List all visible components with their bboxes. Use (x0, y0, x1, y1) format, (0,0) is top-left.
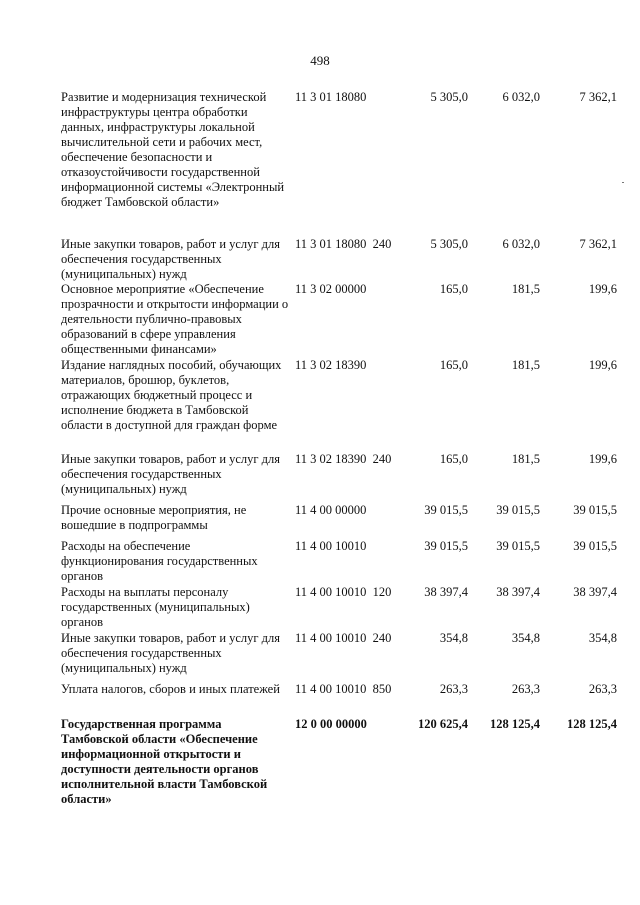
row-value-year-2: 6 032,0 (502, 237, 540, 251)
row-code: 11 4 00 10010 240 (295, 631, 392, 645)
table-row (0, 717, 640, 812)
row-description: Государственная программа Тамбовской области «Обеспечение информационной открытости и доступности деятельности органов исполнительной власти Тамбовской области» (61, 717, 268, 806)
row-value-year-2: 181,5 (511, 358, 540, 372)
row-value-year-3: 199,6 (588, 452, 617, 466)
row-code: 11 3 02 18390 (295, 358, 367, 372)
row-description: Расходы на выплаты персоналу государственных (муниципальных) органов (61, 585, 250, 629)
row-description: Иные закупки товаров, работ и услуг для обеспечения государственных (муниципальных) нужд (61, 452, 281, 496)
row-value-year-3: 39 015,5 (573, 539, 617, 553)
row-description: Прочие основные мероприятия, не вошедшие в подпрограммы (61, 503, 247, 532)
row-code: 12 0 00 00000 (295, 717, 367, 731)
row-value-year-3: 199,6 (588, 282, 617, 296)
row-value-year-2: 263,3 (511, 682, 540, 696)
row-value-year-2: 128 125,4 (490, 717, 540, 731)
row-code: 11 3 02 00000 (295, 282, 367, 296)
row-value-year-3: 7 362,1 (579, 237, 617, 251)
row-description: Иные закупки товаров, работ и услуг для обеспечения государственных (муниципальных) нужд (61, 631, 281, 675)
table-row (0, 358, 640, 448)
row-description: Издание наглядных пособий, обучающих материалов, брошюр, буклетов, отражающих бюджетный процесс и исполнение бюджета в Тамбовской области в доступной для граждан форме (61, 358, 282, 432)
page-number: 498 (310, 53, 330, 68)
row-value-year-1: 5 305,0 (430, 90, 468, 104)
row-value-year-2: 39 015,5 (496, 539, 540, 553)
table-row (0, 585, 640, 629)
row-description: Развитие и модернизация технической инфраструктуры центра обработки данных, инфраструктуры локальной вычислительной сети и рабочих мест, обеспечение безопасности и отказоустойчивости государственной информационной системы «Электронный бюджет Тамбовской области» (61, 90, 285, 209)
row-value-year-1: 39 015,5 (424, 503, 468, 517)
row-value-year-2: 38 397,4 (496, 585, 540, 599)
row-value-year-1: 354,8 (439, 631, 468, 645)
table-row (0, 682, 640, 712)
row-value-year-1: 120 625,4 (418, 717, 468, 731)
table-row (0, 503, 640, 533)
row-code: 11 3 01 18080 (295, 90, 367, 104)
row-value-year-1: 165,0 (439, 452, 468, 466)
row-value-year-1: 263,3 (439, 682, 468, 696)
row-value-year-3: 128 125,4 (567, 717, 617, 731)
table-row (0, 452, 640, 497)
row-value-year-3: 354,8 (588, 631, 617, 645)
row-description: Иные закупки товаров, работ и услуг для обеспечения государственных (муниципальных) нужд (61, 237, 281, 281)
table-row (0, 90, 640, 230)
row-value-year-1: 5 305,0 (430, 237, 468, 251)
row-code: 11 4 00 10010 120 (295, 585, 392, 599)
row-code: 11 4 00 10010 850 (295, 682, 392, 696)
row-description: Уплата налогов, сборов и иных платежей (61, 682, 280, 696)
row-value-year-1: 38 397,4 (424, 585, 468, 599)
row-value-year-3: 199,6 (588, 358, 617, 372)
row-value-year-2: 181,5 (511, 452, 540, 466)
row-value-year-2: 354,8 (511, 631, 540, 645)
row-code: 11 3 01 18080 240 (295, 237, 392, 251)
row-code: 11 3 02 18390 240 (295, 452, 392, 466)
table-row (0, 237, 640, 281)
row-value-year-1: 39 015,5 (424, 539, 468, 553)
row-value-year-1: 165,0 (439, 282, 468, 296)
row-description: Основное мероприятие «Обеспечение прозрачности и открытости информации о деятельности публично-правовых образований в сфере управления общественными финансами» (61, 282, 289, 356)
row-value-year-2: 6 032,0 (502, 90, 540, 104)
row-code: 11 4 00 00000 (295, 503, 367, 517)
row-value-year-3: 263,3 (588, 682, 617, 696)
table-row (0, 282, 640, 354)
row-value-year-2: 39 015,5 (496, 503, 540, 517)
row-value-year-2: 181,5 (511, 282, 540, 296)
table-row (0, 631, 640, 676)
row-value-year-3: 39 015,5 (573, 503, 617, 517)
row-value-year-3: 7 362,1 (579, 90, 617, 104)
margin-mark (622, 182, 624, 183)
row-description: Расходы на обеспечение функционирования государственных органов (61, 539, 258, 583)
row-code: 11 4 00 10010 (295, 539, 367, 553)
row-value-year-3: 38 397,4 (573, 585, 617, 599)
table-row (0, 539, 640, 583)
row-value-year-1: 165,0 (439, 358, 468, 372)
